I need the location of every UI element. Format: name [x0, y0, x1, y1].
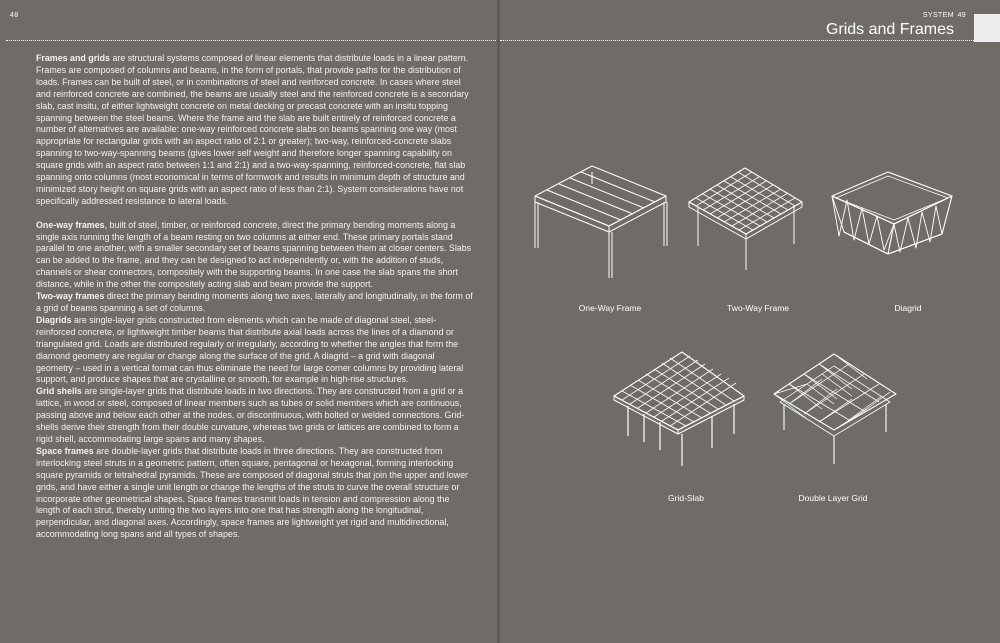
grid-slab-illustration [612, 350, 748, 468]
caption-double-layer-grid: Double Layer Grid [798, 493, 868, 503]
left-page [0, 0, 498, 643]
paragraph-one-way-frames [36, 220, 474, 291]
double-layer-grid-illustration [770, 352, 900, 468]
caption-grid-slab: Grid-Slab [668, 493, 704, 503]
term: Grid shells [36, 386, 82, 397]
two-way-frame-illustration [686, 160, 806, 272]
caption-diagrid: Diagrid [894, 303, 922, 313]
one-way-frame-illustration [530, 162, 670, 284]
paragraph-grid-shells [36, 386, 474, 446]
edge-tab [974, 14, 1000, 42]
paragraph-text: are structural systems composed of linear elements that distribute loads in a linear pattern. Frames are composed of columns and beams, in the form of portals, that provide paths for the distribution of loads. Frames can be built of steel, or in combinations of steel and reinforced concrete. In cases where steel and reinforced concrete are combined, the beams are usually steel and the reinforced concrete is a secondary slab, cast insitu, of either lightweight concrete on metal decking or precast concrete with an insitu topping spanning between the steel beams. Where the frame and the slab are built entirely of reinforced concrete a number of alternatives are available: one-way reinforced concrete slabs on beams spanning one way (most appropriate for rectangular grids with an aspect ratio of 2:1 or greater); two-way, reinforced-concrete slabs spanning to two-way-spanning beams (gives lower self weight and therefore longer spanning capability on square grids with an aspect ratio between 1:1 and 2:1) and a two-way-spanning, reinforced-concrete, flat slab spanning onto columns (most economical in terms of formwork and results in minimum depth of structure and minimized story height on square grids with an aspect ratio of less than 2:1). System considerations have not specifically addressed resistance to lateral loads. [36, 53, 469, 206]
term: Two-way frames [36, 291, 105, 302]
page-title: Grids and Frames [825, 21, 954, 38]
paragraph-diagrids [36, 315, 474, 386]
paragraph-frames-and-grids [36, 53, 474, 208]
caption-two-way-frame: Two-Way Frame [726, 303, 790, 313]
page-number-left: 48 [10, 12, 19, 19]
term: One-way frames [36, 219, 105, 230]
term: Space frames [36, 445, 94, 456]
right-page [500, 0, 1000, 643]
paragraph-text: , built of steel, timber, or reinforced concrete, direct the primary bending moments along a single axis running the length of a beam resting on two columns at either end. These primary portals stand parallel to one another, with a smaller secondary set of beams spanning between them at closer centers. Slabs can be added to the frame, and they can be designed to act independently or, with the addition of studs, channels or shear connectors, compositely with the supporting beams. In one case the slab spans the short distance, while in the other the compositely acting slab and beam provide the support. [36, 219, 472, 290]
caption-one-way-frame: One-Way Frame [578, 303, 642, 313]
paragraph-space-frames [36, 446, 474, 541]
term: Diagrids [36, 314, 72, 325]
section-label: SYSTEM [922, 12, 954, 19]
diagrid-illustration [830, 170, 954, 260]
paragraph-text: are single-layer grids constructed from elements which can be made of diagonal steel, steel-reinforced concrete, or lightweight timber beams that distribute axial loads across the lines of a diamond or triangulated grid. Loads are distributed regularly or irregularly, according to whether the angles that form the diamond geometry are regular or change along the surface of the grid. A diagrid – a grid with diagonal geometry – used in a vertical format can thus eliminate the need for large corner columns by providing lateral support, and produce shapes that are crystalline or smooth, for example in high-rise structures. [36, 314, 464, 385]
paragraph-two-way-frames [36, 291, 474, 315]
header-rule-left [6, 40, 498, 41]
paragraph-text: are single-layer grids that distribute loads in two directions. They are constructed from a grid or a lattice, in wood or steel, composed of linear members such as tubes or solid members which are continuous, passing above and below each other at the nodes, or discontinuous, with bolted or welded connections. Grid-shells derive their strength from their double curvature, whereas two grids or lattices are combined to form a rigid shell, accommodating large spans and many shapes. [36, 386, 465, 444]
header-rule-right [500, 40, 974, 41]
body-text [36, 53, 474, 541]
paragraph-text: are double-layer grids that distribute loads in three directions. They are constructed from interlocking steel struts in a geometric pattern, often square, pentagonal or hexagonal, forming interlocking square pyramids or tetrahedral pyramids. These are composed of diagonal struts that join the upper and lower grids, and have either a single unit length or change the lengths of the struts to curve the overall structure or incorporate other geometrical shapes. Space frames transmit loads in tension and compression along the length of each strut, thereby uniting the two layers into one that has strength along the longitudinal, perpendicular, and diagonal axes. Accordingly, space frames are lightweight yet rigid and multidirectional, accommodating long spans and all types of shapes. [36, 445, 468, 540]
term: Frames and grids [36, 53, 110, 63]
paragraph-text: direct the primary bending moments along two axes, laterally and longitudinally, in the form of a grid of beams spanning a set of columns. [36, 291, 473, 314]
page-number-right: 49 [957, 12, 966, 19]
